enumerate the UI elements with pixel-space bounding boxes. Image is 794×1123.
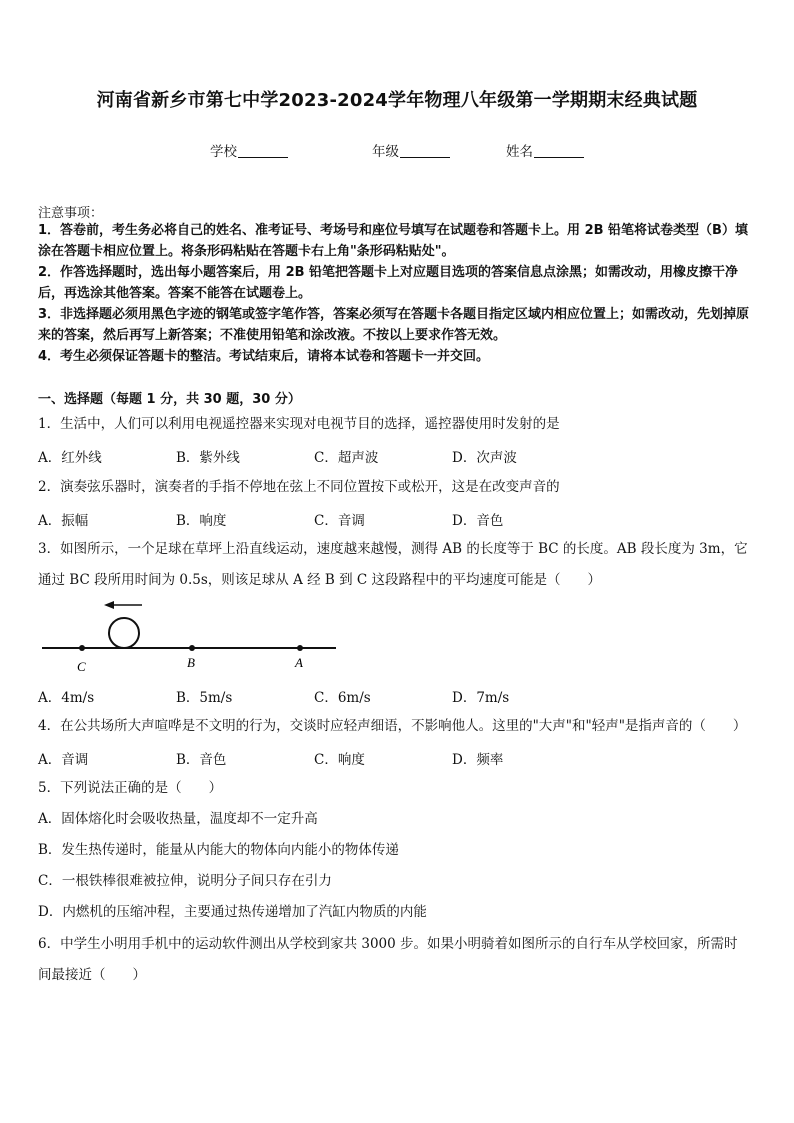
section-title: 一、选择题（每题 1 分，共 30 题，30 分） [38,392,301,407]
question-1-stem: 1．生活中，人们可以利用电视遥控器来实现对电视节目的选择，遥控器使用时发射的是 [38,416,560,432]
label-a: A [295,655,303,670]
point-c [79,645,85,651]
grade-field[interactable] [372,140,450,160]
q5-option-d[interactable]: D．内燃机的压缩冲程，主要通过热传递增加了汽缸内物质的内能 [38,904,427,920]
name-field[interactable] [506,140,584,160]
school-label: 学校 [210,144,237,160]
q2-option-c[interactable]: C．音调 [314,513,365,529]
label-b: B [187,655,195,670]
q3-option-d[interactable]: D．7m/s [452,690,510,706]
note-item-2: 2．作答选择题时，选出每小题答案后，用 2B 铅笔把答题卡上对应题目选项的答案信息点涂黑；如需改动，用橡皮擦干净后，再选涂其他答案。答案不能答在试题卷上。 [38,265,739,301]
q4-option-b[interactable]: B．音色 [176,752,227,768]
q2-option-d[interactable]: D．音色 [452,513,504,529]
question-6-stem-line2: 间最接近（ ） [38,967,146,983]
grade-blank[interactable] [400,144,450,158]
q4-option-a[interactable]: A．音调 [38,752,89,768]
note-item-4: 4．考生必须保证答题卡的整洁。考试结束后，请将本试卷和答题卡一并交回。 [38,349,490,364]
question-3-diagram [38,598,348,678]
question-1-options [38,446,758,468]
q1-option-a[interactable]: A．红外线 [38,450,102,466]
q1-option-b[interactable]: B．紫外线 [176,450,240,466]
question-2-stem: 2．演奏弦乐器时，演奏者的手指不停地在弦上不同位置按下或松开，这是在改变声音的 [38,479,560,495]
arrow-head-icon [104,601,114,609]
note-item-3: 3．非选择题必须用黑色字迹的钢笔或签字笔作答，答案必须写在答题卡各题目指定区域内相应位置上；如需改动，先划掉原来的答案，然后再写上新答案；不准使用铅笔和涂改液。不按以上要求作答无效。 [38,307,750,343]
q5-option-b[interactable]: B．发生热传递时，能量从内能大的物体向内能小的物体传递 [38,842,399,858]
school-blank[interactable] [238,144,288,158]
label-c: C [77,659,86,674]
q1-option-d[interactable]: D．次声波 [452,450,517,466]
question-4-options [38,748,758,770]
question-6-stem-line1: 6．中学生小明用手机中的运动软件测出从学校到家共 3000 步。如果小明骑着如图所示的自行车从学校回家，所需时 [38,936,738,952]
q5-option-c[interactable]: C．一根铁棒很难被拉伸，说明分子间只存在引力 [38,873,332,889]
point-b [189,645,195,651]
question-3-options [38,686,758,708]
name-label: 姓名 [506,144,533,160]
q2-option-b[interactable]: B．响度 [176,513,227,529]
notes-heading: 注意事项： [38,206,104,221]
grade-label: 年级 [372,144,399,160]
school-field[interactable] [210,140,288,160]
page-title: 河南省新乡市第七中学2023-2024学年物理八年级第一学期期末经典试题 [96,90,698,111]
q3-option-c[interactable]: C．6m/s [314,690,371,706]
football-circle [109,618,139,648]
note-item-1: 1．答卷前，考生务必将自己的姓名、准考证号、考场号和座位号填写在试题卷和答题卡上。用 2B 铅笔将试卷类型（B）填涂在答题卡相应位置上。将条形码粘贴在答题卡右上角"条形码粘贴处"。 [38,223,748,259]
question-3-stem-line1: 3．如图所示，一个足球在草坪上沿直线运动，速度越来越慢，测得 AB 的长度等于 BC 的长度。AB 段长度为 3m，它 [38,541,748,557]
q1-option-c[interactable]: C．超声波 [314,450,379,466]
q5-option-a[interactable]: A．固体熔化时会吸收热量，温度却不一定升高 [38,811,318,827]
q3-option-b[interactable]: B．5m/s [176,690,233,706]
question-4-stem: 4．在公共场所大声喧哗是不文明的行为，交谈时应轻声细语，不影响他人。这里的"大声"和"轻声"是指声音的（ ） [38,718,747,734]
q3-option-a[interactable]: A．4m/s [38,690,95,706]
name-blank[interactable] [534,144,584,158]
question-3-stem-line2: 通过 BC 段所用时间为 0.5s，则该足球从 A 经 B 到 C 这段路程中的平均速度可能是（ ） [38,572,602,588]
question-5-stem: 5．下列说法正确的是（ ） [38,780,223,796]
q4-option-c[interactable]: C．响度 [314,752,365,768]
q2-option-a[interactable]: A．振幅 [38,513,89,529]
point-a [297,645,303,651]
question-2-options [38,509,758,531]
q4-option-d[interactable]: D．频率 [452,752,504,768]
